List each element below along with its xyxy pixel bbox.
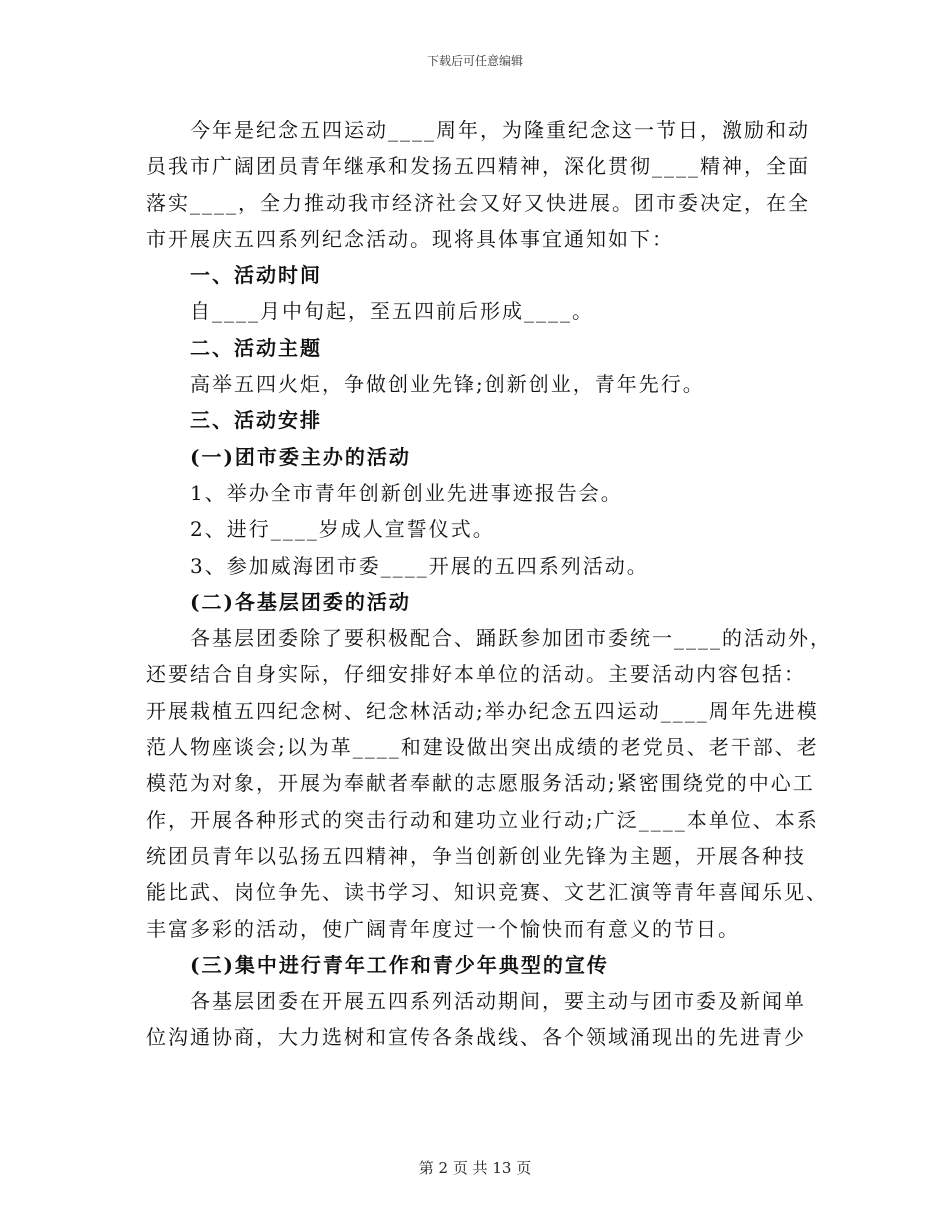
paragraph-line: 落实____，全力推动我市经济社会又好又快进展。团市委决定，在全: [146, 190, 810, 215]
paragraph-line: 1、举办全市青年创新创业先进事迹报告会。: [190, 480, 623, 505]
paragraph-line: 员我市广阔团员青年继承和发扬五四精神，深化贯彻____精神，全面: [146, 154, 810, 179]
paragraph-line: 作，开展各种形式的突击行动和建功立业行动;广泛____本单位、本系: [146, 807, 819, 832]
section-heading: 一、活动时间: [190, 263, 322, 288]
section-heading: (二)各基层团委的活动: [190, 589, 411, 614]
paragraph-line: 高举五四火炬，争做创业先锋;创新创业，青年先行。: [190, 372, 705, 397]
paragraph-line: 自____月中旬起，至五四前后形成____。: [190, 299, 594, 324]
paragraph-line: 市开展庆五四系列纪念活动。现将具体事宜通知如下：: [146, 226, 674, 251]
paragraph-line: 今年是纪念五四运动____周年，为隆重纪念这一节日，激励和动: [190, 118, 810, 142]
paragraph-line: 开展栽植五四纪念树、纪念林活动;举办纪念五四运动____周年先进模: [146, 698, 819, 723]
paragraph-line: 统团员青年以弘扬五四精神，争当创新创业先锋为主题，开展各种技: [146, 843, 806, 868]
section-heading: (三)集中进行青年工作和青少年典型的宣传: [190, 952, 609, 977]
paragraph-line: 还要结合自身实际，仔细安排好本单位的活动。主要活动内容包括：: [146, 662, 806, 687]
paragraph-line: 范人物座谈会;以为革____和建设做出突出成绩的老党员、老干部、老: [146, 735, 819, 760]
paragraph-line: 3、参加威海团市委____开展的五四系列活动。: [190, 553, 649, 578]
page-header-note: 下载后可任意编辑: [426, 54, 523, 68]
section-heading: (一)团市委主办的活动: [190, 444, 411, 469]
paragraph-line: 能比武、岗位争先、读书学习、知识竞赛、文艺汇演等青年喜闻乐见、: [146, 880, 828, 905]
paragraph-line: 各基层团委除了要积极配合、踊跃参加团市委统一____的活动外，: [190, 626, 832, 651]
section-heading: 二、活动主题: [190, 335, 322, 360]
paragraph-line: 模范为对象，开展为奉献者奉献的志愿服务活动;紧密围绕党的中心工: [146, 771, 815, 796]
paragraph-line: 2、进行____岁成人宣誓仪式。: [190, 517, 495, 542]
section-heading: 三、活动安排: [190, 408, 322, 433]
paragraph-line: 位沟通协商，大力选树和宣传各条战线、各个领域涌现出的先进青少: [146, 1025, 806, 1050]
paragraph-line: 丰富多彩的活动，使广阔青年度过一个愉快而有意义的节日。: [146, 916, 740, 941]
page-footer: 第 2 页 共 13 页: [418, 1159, 532, 1177]
document-body: [146, 112, 832, 1056]
paragraph-line: 各基层团委在开展五四系列活动期间，要主动与团市委及新闻单: [190, 989, 806, 1014]
